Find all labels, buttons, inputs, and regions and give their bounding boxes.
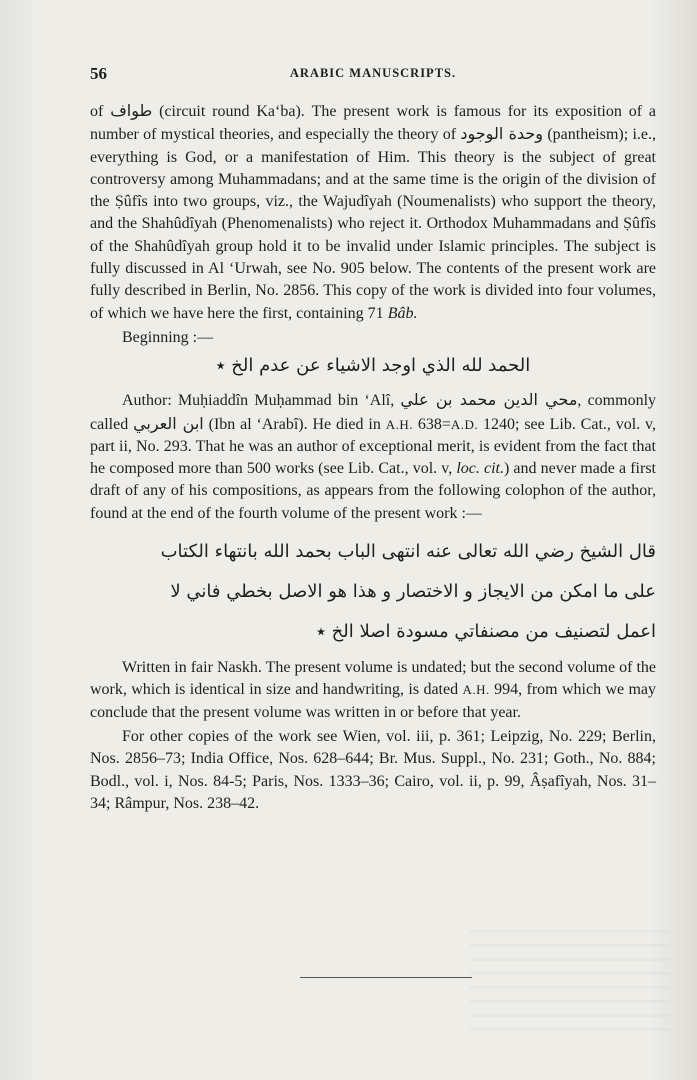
arabic-term-wahdat: وحدة الوجود xyxy=(460,124,544,144)
text-run: 638= xyxy=(417,415,451,433)
colophon-line-3: اعمل لتصنيف من مصنفاتي مسودة اصلا الخ ٭ xyxy=(316,621,656,643)
text-run: , commonly called xyxy=(90,392,657,433)
colophon-line-1: قال الشيخ رضي الله تعالى عنه انتهى الباب بحمد الله بانتهاء الكتاب xyxy=(160,541,656,563)
paragraph-description xyxy=(90,100,656,325)
arabic-term-tawaf: طواف xyxy=(110,101,153,120)
text-run: ) and never made a first draft of any of his compositions, as appears from the following colophon of the author, found at the end of the fourth volume of the present work :— xyxy=(90,460,656,522)
show-through-texture xyxy=(470,930,670,1040)
text-run: (pantheism); i.e., everything is God, or a manifestation of Him. This theory is the subject of great controversy among Muhammadans; and at the same time is the origin of the division of the Ṣûfîs into two groups, viz., the Wajudîyah (Noumenalists) who support the theory, and the Shahûdîyah (Phenomenalists) who reject it. Orthodox Muhammadans and Ṣûfîs of the Shahûdîyah group hold it to be invalid under Islamic principles. The subject is fully discussed in Al ‘Urwah, see No. 905 below. The contents of the present work are fully described in Berlin, No. 2856. This copy of the work is divided into four volumes, of which we have here the first, containing 71 xyxy=(90,126,657,322)
page-header xyxy=(90,64,656,86)
text-run: of xyxy=(90,103,104,120)
running-title: ARABIC MANUSCRIPTS. xyxy=(289,66,457,80)
abbrev-ah: A.H. xyxy=(385,416,413,432)
page-body xyxy=(90,100,656,815)
arabic-author-name: محي الدين محمد بن علي xyxy=(400,390,578,410)
text-run: (Ibn al ‘Arabî). He died in xyxy=(208,415,381,433)
paragraph-author xyxy=(90,389,656,525)
paragraph-script xyxy=(90,657,656,724)
beginning-arabic: الحمد لله الذي اوجد الاشياء عن عدم الخ ٭ xyxy=(215,355,531,377)
paragraph-other-copies: For other copies of the work see Wien, vol. iii, p. 361; Leipzig, No. 229; Berlin, Nos. 2856–73; India Office, Nos. 628–644; Br. Mus. Suppl., No. 231; Goth., No. 884; Bodl., vol. i, Nos. 84-5; Paris, Nos. 1333–36; Cairo, vol. ii, p. 99, Âṣafîyah, Nos. 31–34; Râmpur, Nos. 238–42. xyxy=(90,727,656,812)
italic-loc-cit: loc. cit. xyxy=(456,460,504,478)
footer-rule xyxy=(300,977,472,978)
arabic-ibn-arabi: ابن العربي xyxy=(133,413,204,433)
text-run: (circuit round Ka‘ba). The present work is famous for its exposition of a number of mystical theories, and especially the theory of xyxy=(90,103,657,144)
text-run: 994, from which we may conclude that the present volume was written in or before that year. xyxy=(90,681,657,721)
beginning-label: Beginning :— xyxy=(122,328,214,346)
page-number: 56 xyxy=(90,64,107,83)
abbrev-ah: A.H. xyxy=(462,682,490,698)
italic-bab: Bâb. xyxy=(387,304,418,322)
text-run: Author: Muḥiaddîn Muḥammad bin ‘Alî, xyxy=(122,392,395,410)
abbrev-ad: A.D. xyxy=(450,416,479,432)
text-run: Written in fair Naskh. The present volume is undated; but the second volume of the work, which is identical in size and handwriting, is dated xyxy=(90,659,656,699)
text-run: 1240; see Lib. Cat., vol. v, part ii, No. 293. That he was an author of exceptional merit, is evident from the fact that he composed more than 500 works (see Lib. Cat., vol. v, xyxy=(90,415,657,478)
colophon-line-2: على ما امكن من الايجاز و الاختصار و هذا هو الاصل بخطي فاني لا xyxy=(170,581,656,603)
